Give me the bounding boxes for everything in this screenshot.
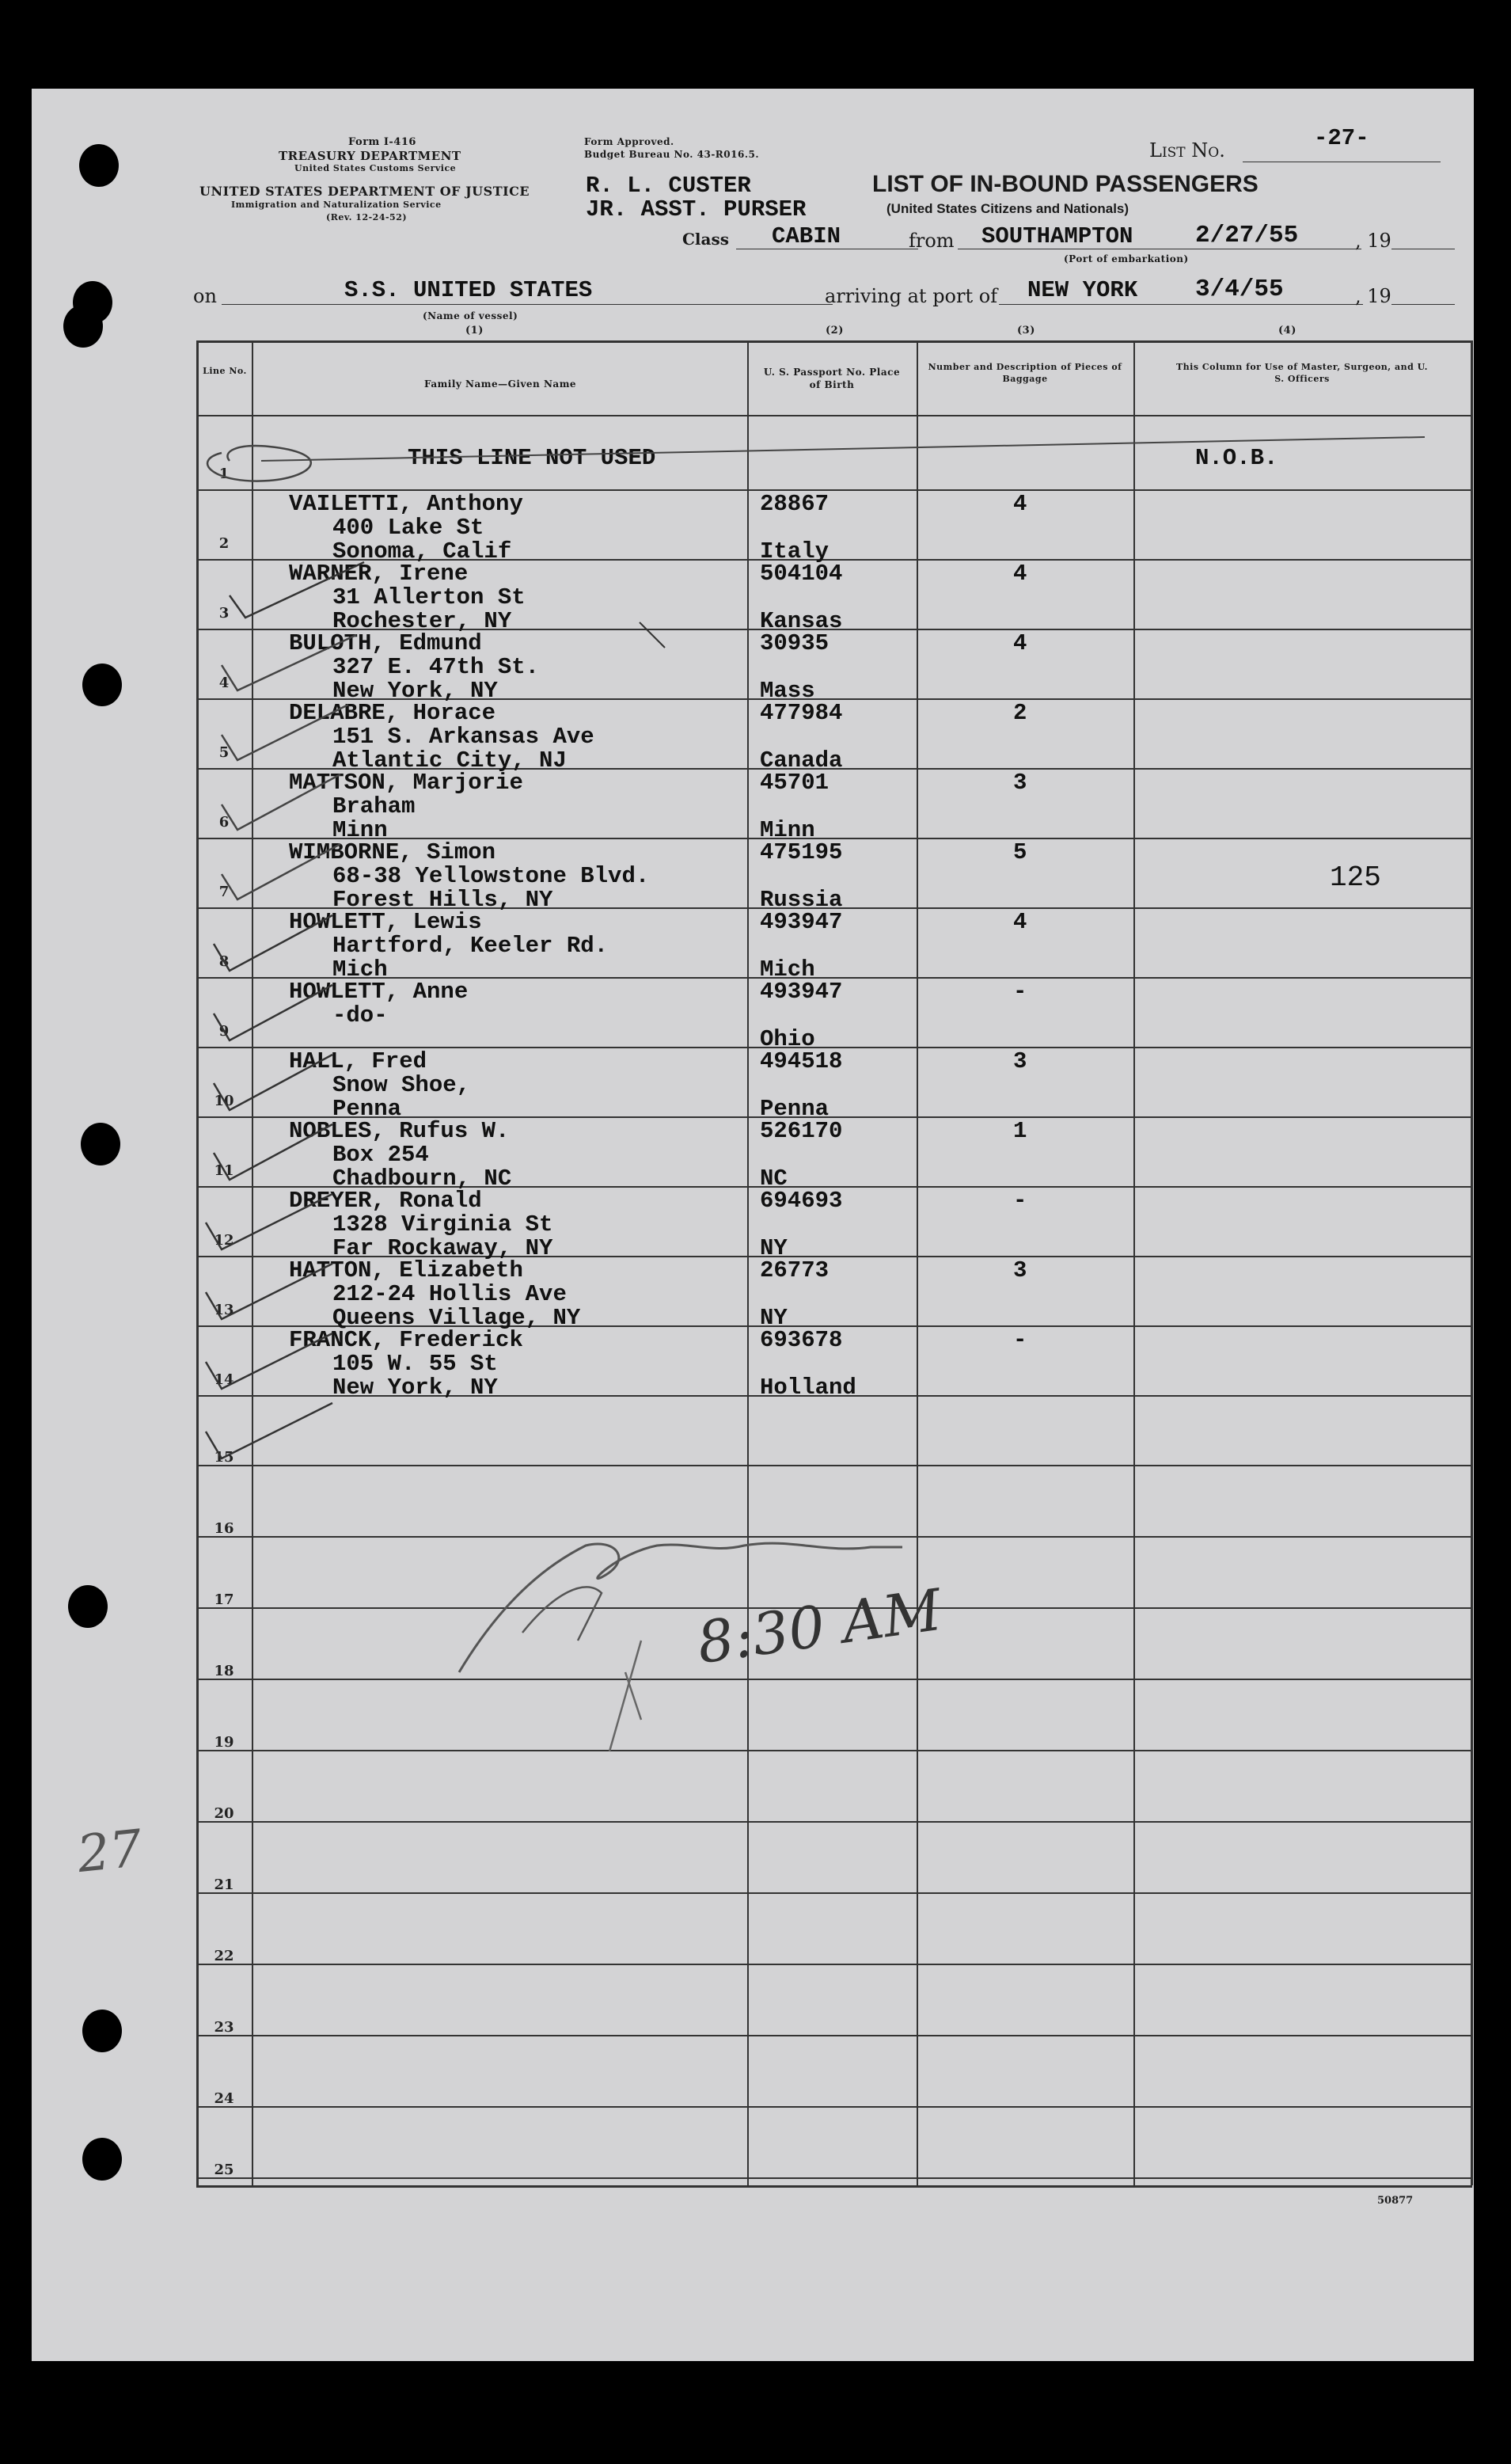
line-number: 4 — [218, 675, 230, 691]
vessel-label: (Name of vessel) — [423, 310, 518, 321]
passenger-city: New York, NY — [332, 678, 498, 704]
passenger-name: BULOTH, Edmund — [289, 630, 482, 656]
passport-number: 493947 — [760, 979, 843, 1005]
passenger-city: Sonoma, Calif — [332, 538, 512, 565]
budget-bureau: Budget Bureau No. 43-R016.5. — [584, 149, 760, 160]
line-number: 11 — [214, 1162, 234, 1179]
binder-hole — [63, 305, 103, 348]
line-number: 5 — [218, 744, 230, 761]
passenger-address: 68-38 Yellowstone Blvd. — [332, 863, 650, 889]
place-of-birth: Italy — [760, 538, 830, 565]
passenger-name: HOWLETT, Lewis — [289, 909, 482, 935]
passport-number: 26773 — [760, 1257, 830, 1283]
binder-hole — [82, 2010, 122, 2052]
place-of-birth: NY — [760, 1235, 788, 1261]
binder-hole — [81, 1123, 120, 1165]
passenger-address: 212-24 Hollis Ave — [332, 1281, 567, 1307]
from-label: from — [909, 230, 955, 252]
passenger-city: Chadbourn, NC — [332, 1165, 512, 1192]
line-number: 25 — [214, 2162, 234, 2178]
line-number: 2 — [218, 535, 230, 552]
passenger-name: NOBLES, Rufus W. — [289, 1118, 510, 1144]
handwritten-marks — [32, 89, 1474, 2361]
line-number: 12 — [214, 1232, 234, 1249]
passenger-name: FRANCK, Frederick — [289, 1327, 523, 1353]
passenger-city: Mich — [332, 956, 388, 983]
baggage-count: 4 — [1013, 561, 1027, 587]
line-number: 23 — [214, 2019, 234, 2036]
col-header-officers: This Column for Use of Master, Surgeon, and U. S. Officers — [1175, 362, 1429, 384]
binder-hole — [82, 2138, 122, 2181]
passport-number: 693678 — [760, 1327, 843, 1353]
passenger-city: Minn — [332, 817, 388, 843]
col-header-name: Family Name—Given Name — [423, 378, 577, 390]
line-number: 21 — [214, 1877, 234, 1893]
passenger-address: Snow Shoe, — [332, 1072, 471, 1098]
footer-code: 50877 — [1377, 2195, 1414, 2207]
form-title: LIST OF IN-BOUND PASSENGERS — [872, 171, 1259, 197]
passport-number: 30935 — [760, 630, 830, 656]
passport-number: 694693 — [760, 1188, 843, 1214]
place-of-birth: Kansas — [760, 608, 843, 634]
vessel-name: S.S. UNITED STATES — [344, 277, 593, 303]
passenger-name: DELABRE, Horace — [289, 700, 496, 726]
passenger-name: THIS LINE NOT USED — [408, 445, 656, 471]
place-of-birth: Mass — [760, 678, 815, 704]
line-number: 8 — [218, 953, 230, 970]
justice-label: UNITED STATES DEPARTMENT OF JUSTICE — [199, 184, 530, 199]
officer-note: 125 — [1330, 861, 1381, 894]
line-number: 9 — [218, 1023, 230, 1040]
passport-number: 45701 — [760, 770, 830, 796]
passenger-address: Braham — [332, 793, 416, 819]
passenger-name: HALL, Fred — [289, 1048, 427, 1074]
passenger-city: Penna — [332, 1096, 402, 1122]
col-num-3: (3) — [1017, 325, 1035, 337]
passenger-address: Hartford, Keeler Rd. — [332, 933, 609, 959]
baggage-count: - — [1013, 1327, 1027, 1353]
arrival-date: 3/4/55 — [1195, 276, 1284, 303]
place-of-birth: Canada — [760, 747, 843, 774]
passenger-address: Box 254 — [332, 1142, 429, 1168]
place-of-birth: Minn — [760, 817, 815, 843]
list-no-label: List No. — [1149, 139, 1225, 162]
col-num-2: (2) — [826, 325, 844, 337]
passenger-address: 327 E. 47th St. — [332, 654, 540, 680]
place-of-birth: Ohio — [760, 1026, 815, 1052]
from-port: SOUTHAMPTON — [981, 223, 1133, 249]
line-number: 18 — [214, 1663, 234, 1679]
passport-number: 28867 — [760, 491, 830, 517]
col-num-1: (1) — [465, 325, 484, 337]
line-number: 20 — [214, 1805, 234, 1822]
place-of-birth: Holland — [760, 1375, 856, 1401]
line-number: 15 — [214, 1449, 234, 1466]
passenger-name: DREYER, Ronald — [289, 1188, 482, 1214]
officer-title: JR. ASST. PURSER — [586, 196, 807, 222]
passport-number: 475195 — [760, 839, 843, 865]
on-label: on — [193, 285, 217, 307]
line-number: 3 — [218, 605, 230, 622]
handwritten-time: 8:30 AM — [693, 1576, 946, 1677]
passenger-city: Queens Village, NY — [332, 1305, 581, 1331]
line-number: 22 — [214, 1948, 234, 1964]
passenger-name: WIMBORNE, Simon — [289, 839, 496, 865]
officer-name: R. L. CUSTER — [586, 173, 751, 199]
treasury-label: TREASURY DEPARTMENT — [279, 149, 461, 163]
line-number: 1 — [218, 466, 230, 482]
passenger-name: WARNER, Irene — [289, 561, 469, 587]
baggage-count: 4 — [1013, 630, 1027, 656]
passenger-city: New York, NY — [332, 1375, 498, 1401]
form-approved: Form Approved. — [584, 136, 674, 147]
port-embark-label: (Port of embarkation) — [1064, 253, 1189, 264]
customs-label: United States Customs Service — [294, 163, 457, 173]
line-number: 10 — [214, 1093, 234, 1109]
baggage-count: 1 — [1013, 1118, 1027, 1144]
passport-number: 493947 — [760, 909, 843, 935]
passenger-address: -do- — [332, 1002, 388, 1029]
passenger-name: MATTSON, Marjorie — [289, 770, 523, 796]
class-label: Class — [682, 230, 729, 249]
passenger-address: 31 Allerton St — [332, 584, 526, 610]
passenger-address: 400 Lake St — [332, 515, 484, 541]
list-no-value: -27- — [1314, 125, 1369, 151]
baggage-count: 4 — [1013, 491, 1027, 517]
passport-number: 494518 — [760, 1048, 843, 1074]
place-of-birth: Penna — [760, 1096, 830, 1122]
passport-number: 526170 — [760, 1118, 843, 1144]
place-of-birth: Russia — [760, 887, 843, 913]
passenger-city: Atlantic City, NJ — [332, 747, 567, 774]
manifest-page — [32, 89, 1474, 2361]
passenger-name: VAILETTI, Anthony — [289, 491, 523, 517]
officer-note: N.O.B. — [1195, 445, 1278, 471]
line-number: 13 — [214, 1302, 234, 1318]
place-of-birth: NC — [760, 1165, 788, 1192]
line-number: 7 — [218, 884, 230, 900]
passenger-name: HATTON, Elizabeth — [289, 1257, 523, 1283]
passenger-address: 105 W. 55 St — [332, 1351, 498, 1377]
passenger-address: 1328 Virginia St — [332, 1211, 553, 1238]
col-header-passport: U. S. Passport No. Place of Birth — [763, 367, 901, 390]
binder-hole — [68, 1585, 108, 1628]
ins-label: Immigration and Naturalization Service — [231, 200, 442, 210]
col-num-4: (4) — [1278, 325, 1296, 337]
place-of-birth: Mich — [760, 956, 815, 983]
from-date: 2/27/55 — [1195, 222, 1299, 249]
line-number: 24 — [214, 2090, 234, 2107]
baggage-count: - — [1013, 979, 1027, 1005]
class-value: CABIN — [772, 223, 841, 249]
baggage-count: 3 — [1013, 770, 1027, 796]
baggage-count: - — [1013, 1188, 1027, 1214]
passenger-name: HOWLETT, Anne — [289, 979, 469, 1005]
form-subtitle: (United States Citizens and Nationals) — [886, 201, 1129, 216]
margin-number: 27 — [74, 1819, 146, 1885]
passport-number: 477984 — [760, 700, 843, 726]
passenger-address: 151 S. Arkansas Ave — [332, 724, 594, 750]
place-of-birth: NY — [760, 1305, 788, 1331]
baggage-count: 3 — [1013, 1257, 1027, 1283]
line-number: 14 — [214, 1371, 234, 1388]
col-header-baggage: Number and Description of Pieces of Baggage — [928, 362, 1122, 384]
passenger-city: Far Rockaway, NY — [332, 1235, 553, 1261]
year-suffix-2: , 19 — [1355, 285, 1391, 307]
line-number: 17 — [214, 1591, 234, 1608]
binder-hole — [79, 144, 119, 187]
baggage-count: 5 — [1013, 839, 1027, 865]
arriving-label: arriving at port of — [825, 285, 998, 307]
year-suffix-1: , 19 — [1355, 230, 1391, 252]
line-number: 6 — [218, 814, 230, 831]
line-number: 16 — [214, 1520, 234, 1537]
binder-hole — [82, 664, 122, 706]
form-number: Form I-416 — [348, 136, 416, 148]
arrival-port: NEW YORK — [1027, 277, 1138, 303]
passenger-city: Rochester, NY — [332, 608, 512, 634]
baggage-count: 2 — [1013, 700, 1027, 726]
baggage-count: 3 — [1013, 1048, 1027, 1074]
revision-label: (Rev. 12-24-52) — [326, 212, 408, 222]
line-number: 19 — [214, 1734, 234, 1751]
baggage-count: 4 — [1013, 909, 1027, 935]
col-header-line: Line No. — [203, 366, 247, 376]
passport-number: 504104 — [760, 561, 843, 587]
passenger-city: Forest Hills, NY — [332, 887, 553, 913]
